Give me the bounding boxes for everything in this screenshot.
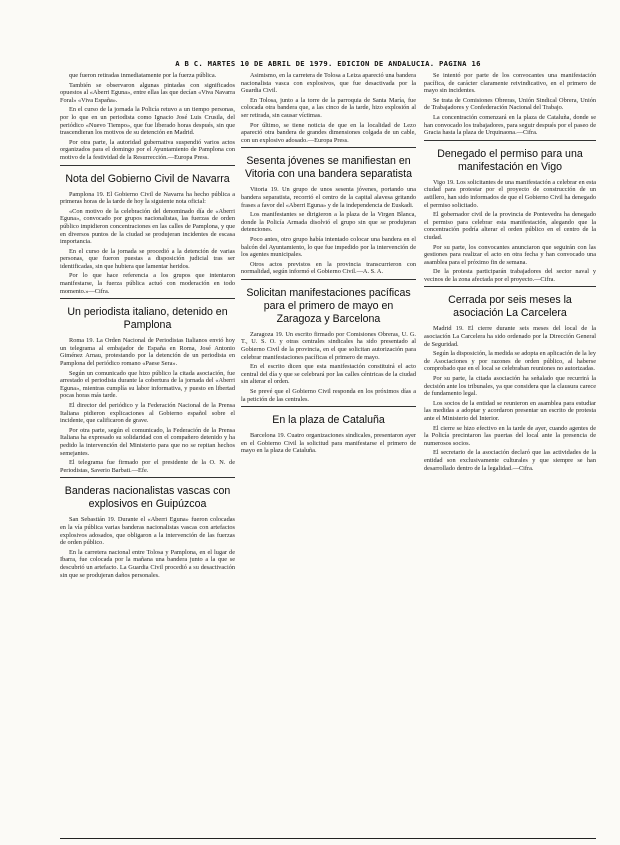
paragraph: Según la disposición, la medida se adopta en aplicación de la ley de Asociaciones y por razones de orden público, al haberse comprobado que en el local se celebraban reuniones no autorizadas. xyxy=(424,350,596,373)
headline: Denegado el permiso para una manifestación en Vigo xyxy=(437,147,583,173)
divider xyxy=(60,298,235,299)
paragraph: El gobernador civil de la provincia de Pontevedra ha denegado el permiso para celebrar esta manifestación, alegando que la concentración podría alterar el orden público en el centro de la ciudad. xyxy=(424,211,596,241)
headline: Sesenta jóvenes se manifiestan en Vitoria con una bandera separatista xyxy=(244,155,413,181)
paragraph: El cierre se hizo efectivo en la tarde de ayer, cuando agentes de la Policía precintaron las puertas del local ante la presencia de numerosos socios. xyxy=(424,424,596,447)
headline: Cerrada por seis meses la asociación La Carcelera xyxy=(448,294,572,320)
headline: Nota del Gobierno Civil de Navarra xyxy=(65,172,230,185)
paragraph: En el curso de la jornada la Policía retuvo a un tiempo personas, por lo que en un periodista como Ignacio José Luis Crusila, del periódico «Nuevo Tiempo», que fue liberado horas después, sin que trascendieran los motivos de su detención en Madrid. xyxy=(60,106,235,137)
paragraph: Barcelona 19. Cuatro organizaciones sindicales, presentaron ayer en el Gobierno Civil la solicitud para manifestarse el primero de mayo en la plaza de Cataluña. xyxy=(241,432,416,455)
paragraph: Vigo 19. Los solicitantes de una manifestación a celebrar en esta ciudad para protestar por el proyecto de construcción de un astillero, han sido informados de que el Gobierno Civil ha denegado el permiso solicitado. xyxy=(424,178,596,209)
column-3 xyxy=(424,72,596,474)
paragraph: Por último, se tiene noticia de que en la localidad de Lezo apareció otra bandera de grandes dimensiones colgada de un cable, con un explosivo adosado.—Europa Press. xyxy=(241,121,416,144)
page-header: A B C. MARTES 10 DE ABRIL DE 1979. EDICION DE ANDALUCIA. PAGINA 16 xyxy=(175,59,481,68)
paragraph: Poco antes, otro grupo había intentado colocar una bandera en el balcón del Ayuntamiento, lo que fue impedido por la intervención de los agentes municipales. xyxy=(241,235,416,259)
paragraph: En la carretera nacional entre Tolosa y Pamplona, en el lugar de Ibarra, fue colocada por la mañana una bandera junto a la que se descubrió un artefacto. La Guardia Civil procedió a su desactivación sin que se produjeran daños personales. xyxy=(60,548,235,579)
divider xyxy=(60,165,235,166)
paragraph: Por su parte, los convocantes anunciaron que seguirán con las gestiones para realizar el acto en otra fecha y han convocado una asamblea para el próximo fin de semana. xyxy=(424,243,596,266)
paragraph: Vitoria 19. Un grupo de unos sesenta jóvenes, portando una bandera separatista, recorrió el centro de la capital alavesa gritando frases a favor del «Aberri Eguna» y de la independencia de Euskadi. xyxy=(241,186,416,209)
paragraph: Por otra parte, la autoridad gubernativa suspendió varios actos organizados para el domingo por el Ayuntamiento de Pamplona con motivo de la festividad de la Resurrección.—Europa Press. xyxy=(60,138,235,161)
headline: Banderas nacionalistas vascas con explosivos en Guipúzcoa xyxy=(64,485,231,511)
paragraph: Se prevé que el Gobierno Civil responda en los próximos días a la petición de las centrales. xyxy=(241,388,416,403)
headline: En la plaza de Cataluña xyxy=(272,414,385,427)
paragraph: Según un comunicado que hizo público la citada asociación, fue arrestado el periodista durante la cobertura de la jornada del «Aberri Eguna», mientras cumplía su labor informativa, y puesto en libertad pocas horas más tarde. xyxy=(60,369,235,400)
paragraph: Asimismo, en la carretera de Tolosa a Leiza apareció una bandera nacionalista vasca con explosivos, que fue desactivada por la Guardia Civil. xyxy=(241,72,416,95)
paragraph: Se intentó por parte de los convocantes una manifestación pacífica, de carácter claramente reivindicativo, en el primero de mayo sin incidentes. xyxy=(424,72,596,95)
divider xyxy=(241,406,416,407)
paragraph: San Sebastián 19. Durante el «Aberri Eguna» fueron colocadas en la vía pública varias banderas nacionalistas vascas con artefactos explosivos adosados, que obligaron a la intervención de las fuerzas de orden público. xyxy=(60,516,235,547)
paragraph: De la protesta participarán trabajadores del sector naval y vecinos de la zona afectada por el proyecto.—Cifra. xyxy=(424,268,596,283)
divider xyxy=(241,279,416,280)
divider xyxy=(424,286,596,287)
paragraph: El telegrama fue firmado por el presidente de la O. N. de Periodistas, Saverio Barbati.—Efe. xyxy=(60,459,235,474)
paragraph: «Con motivo de la celebración del denominado día de «Aberri Eguna», convocado por grupos nacionalistas, las fuerzas de orden público impidieron concentraciones en las calles de Pamplona, y que en diversos puntos de la ciudad se produjeran incidentes de escasa importancia. xyxy=(60,207,235,246)
divider xyxy=(241,147,416,148)
paragraph: Por lo que hace referencia a los grupos que intentaron manifestarse, la fuerza pública actuó con moderación en todo momento.»—Cifra. xyxy=(60,272,235,295)
paragraph: Pamplona 19. El Gobierno Civil de Navarra ha hecho pública a primeras horas de la tarde de hoy la siguiente nota oficial: xyxy=(60,190,235,206)
paragraph: Zaragoza 19. Un escrito firmado por Comisiones Obreras, U. G. T., U. S. O. y otras centrales sindicales ha sido presentado al Gobierno Civil de la provincia, en el que solicitan autorización para celebrar manifestaciones pacíficas el primero de mayo. xyxy=(241,330,416,361)
paragraph: Madrid 19. El cierre durante seis meses del local de la asociación La Carcelera ha sido ordenado por la Dirección General de Seguridad. xyxy=(424,325,596,348)
paragraph: Roma 19. La Orden Nacional de Periodistas Italianos envió hoy un telegrama al embajador de España en Roma, José Antonio Giménez Arnau, protestando por la detención de un periodista en Pamplona del periódico romano «Paese Sera». xyxy=(60,337,235,368)
paragraph: En el curso de la jornada se procedió a la detención de varias personas, que fueron puestas a disposición judicial tras ser identificadas, sin que hubiera que lamentar heridos. xyxy=(60,247,235,270)
divider xyxy=(60,477,235,478)
paragraph: También se observaron algunas pintadas con significados opuestos al «Aberri Eguna», entre ellas las que decían «Viva Navarra Foral» «Viva España». xyxy=(60,81,235,104)
paragraph: Por otra parte, según el comunicado, la Federación de la Prensa Italiana ha expresado su solidaridad con el compañero detenido y ha pedido la intervención del Ministerio para que no se repitan hechos semejantes. xyxy=(60,426,235,457)
paragraph: Otros actos previstos en la provincia transcurrieron con normalidad, según informó el Gobierno Civil.—A. S. A. xyxy=(241,260,416,276)
column-2 xyxy=(241,72,416,457)
paragraph: Los manifestantes se dirigieron a la plaza de la Virgen Blanca, donde la Policía Armada disolvió el grupo sin que se produjeran detenciones. xyxy=(241,211,416,234)
paragraph: El secretario de la asociación declaró que las actividades de la entidad son exclusivamente culturales y que siempre se han desarrollado dentro de la legalidad.—Cifra. xyxy=(424,449,596,472)
headline: Solicitan manifestaciones pacíficas para el primero de mayo en Zaragoza y Barcelona xyxy=(246,286,411,325)
bottom-rule xyxy=(60,838,596,839)
paragraph: Los socios de la entidad se reunieron en asamblea para estudiar las medidas a adoptar y acordaron presentar un escrito de protesta ante el Ministerio del Interior. xyxy=(424,399,596,422)
paragraph: En el escrito dicen que esta manifestación constituirá el acto central del día y que se celebrará por las calles céntricas de la ciudad sin alterar el orden. xyxy=(241,363,416,386)
divider xyxy=(424,140,596,141)
headline: Un periodista italiano, detenido en Pamplona xyxy=(67,306,228,332)
paragraph: que fueron retiradas inmediatamente por la fuerza pública. xyxy=(69,72,217,79)
paragraph: El director del periódico y la Federación Nacional de la Prensa Italiana pidieron explicaciones al Gobierno español sobre el incidente, que calificaron de grave. xyxy=(60,402,235,425)
paragraph: Se trata de Comisiones Obreras, Unión Sindical Obrera, Unión de Trabajadores y Confederación Nacional del Trabajo. xyxy=(424,96,596,112)
paragraph: Por su parte, la citada asociación ha señalado que recurrirá la decisión ante los tribunales, ya que considera que la clausura carece de fundamento legal. xyxy=(424,375,596,398)
column-1 xyxy=(60,72,235,581)
paragraph: La concentración comenzará en la plaza de Cataluña, donde se han convocado los trabajadores, para seguir después por el paseo de Gracia hasta la plaza de Urquinaona.—Cifra. xyxy=(424,113,596,137)
paragraph: En Tolosa, junto a la torre de la parroquia de Santa María, fue colocada otra bandera que, a las cinco de la tarde, hizo explosión al ser retirada, sin causar víctimas. xyxy=(241,96,416,119)
